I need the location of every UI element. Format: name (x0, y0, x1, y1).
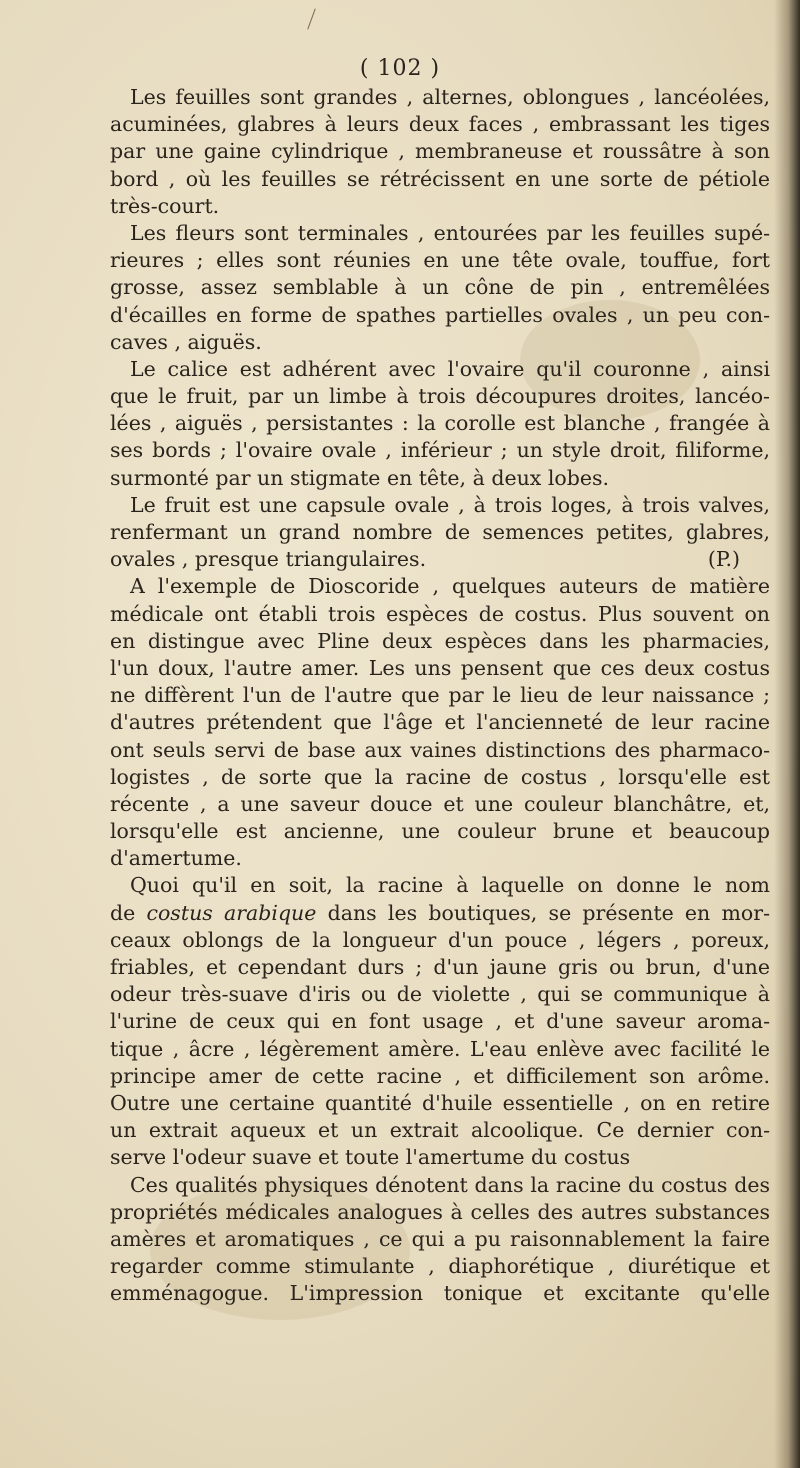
text-line-main: ovales , presque triangulaires. (110, 547, 427, 572)
text-line: Le calice est adhérent avec l'ovaire qu'il couronne , ainsi (130, 356, 770, 381)
text-line: lorsqu'elle est ancienne, une couleur brune et beaucoup (110, 819, 770, 844)
text-line: A l'exemple de Dioscoride , quelques auteurs de matière (130, 574, 770, 599)
text-line: emménagogue. L'impression tonique et excitante qu'elle (110, 1281, 770, 1306)
text-line: odeur très-suave d'iris ou de violette , qui se communique à (110, 982, 770, 1007)
text-line: d'autres prétendent que l'âge et l'ancienneté de leur racine (110, 710, 770, 735)
text-line: l'urine de ceux qui en font usage , et d'une saveur aroma- (110, 1009, 770, 1034)
text-line: logistes , de sorte que la racine de costus , lorsqu'elle est (110, 764, 770, 789)
text-line: ceaux oblongs de la longueur d'un pouce , légers , poreux, (110, 927, 770, 952)
text-line: ses bords ; l'ovaire ovale , inférieur ; un style droit, filiforme, (110, 438, 770, 463)
author-initial: (P.) (707, 547, 740, 572)
text-line (110, 900, 770, 927)
text-line: médicale ont établi trois espèces de costus. Plus souvent on (110, 601, 770, 626)
text-line: ont seuls servi de base aux vaines distinctions des pharmaco- (110, 737, 770, 762)
text-line: un extrait aqueux et un extrait alcoolique. Ce dernier con- (110, 1118, 770, 1143)
text-line: d'amertume. (110, 846, 242, 871)
text-line: Outre une certaine quantité d'huile essentielle , on en retire (110, 1090, 770, 1115)
text-line: lées , aiguës , persistantes : la corolle est blanche , frangée à (110, 411, 770, 436)
text-line: Ces qualités physiques dénotent dans la racine du costus des (130, 1172, 770, 1197)
text-line: rieures ; elles sont réunies en une tête ovale, touffue, fort (110, 248, 770, 273)
page-number: ( 102 ) (359, 56, 441, 81)
text-line: friables, et cependant durs ; d'un jaune gris ou brun, d'une (110, 955, 770, 979)
text-line: surmonté par un stigmate en tête, à deux lobes. (110, 465, 610, 490)
pencil-mark (307, 8, 315, 29)
body-text (110, 84, 770, 1307)
text-line: Le fruit est une capsule ovale , à trois loges, à trois valves, (130, 492, 770, 517)
text-line: propriétés médicales analogues à celles des autres substances (110, 1199, 770, 1224)
text-line: ne diffèrent l'un de l'autre que par le lieu de leur naissance ; (110, 683, 770, 708)
text-line: très-court. (110, 193, 220, 218)
text-line (110, 546, 770, 573)
text-line: principe amer de cette racine , et difficilement son arôme. (110, 1063, 770, 1088)
text-line: serve l'odeur suave et toute l'amertume du costus (110, 1145, 631, 1170)
text-line: grosse, assez semblable à un cône de pin , entremêlées (110, 275, 770, 300)
text-line: d'écailles en forme de spathes partielles ovales , un peu con- (110, 302, 770, 327)
italic-term: costus arabique (146, 900, 317, 925)
text-line: tique , âcre , légèrement amère. L'eau enlève avec facilité le (110, 1036, 770, 1061)
text-line: acuminées, glabres à leurs deux faces , embrassant les tiges (110, 112, 770, 137)
text-line: Les feuilles sont grandes , alternes, oblongues , lancéolées, (130, 85, 770, 109)
text-line: récente , a une saveur douce et une couleur blanchâtre, et, (110, 791, 770, 816)
text-line: par une gaine cylindrique , membraneuse et roussâtre à son (110, 139, 770, 164)
text-line: amères et aromatiques , ce qui a pu raisonnablement la faire (110, 1226, 770, 1251)
text-line-prefix: de (110, 900, 147, 925)
text-line: Les fleurs sont terminales , entourées par les feuilles supé- (130, 220, 770, 245)
text-line: que le fruit, par un limbe à trois découpures droites, lancéo- (110, 384, 770, 409)
text-line: en distingue avec Pline deux espèces dans les pharmacies, (110, 628, 770, 653)
text-line: regarder comme stimulante , diaphorétique , diurétique et (110, 1254, 770, 1279)
text-line-rest: dans les boutiques, se présente en mor- (316, 900, 770, 925)
text-line: bord , où les feuilles se rétrécissent en une sorte de pétiole (110, 166, 770, 191)
page-edge-shadow (774, 0, 800, 1468)
text-line: l'un doux, l'autre amer. Les uns pensent que ces deux costus (110, 655, 770, 680)
text-line: renfermant un grand nombre de semences petites, glabres, (110, 520, 770, 544)
text-line: Quoi qu'il en soit, la racine à laquelle on donne le nom (130, 873, 770, 898)
text-line: caves , aiguës. (110, 329, 262, 354)
